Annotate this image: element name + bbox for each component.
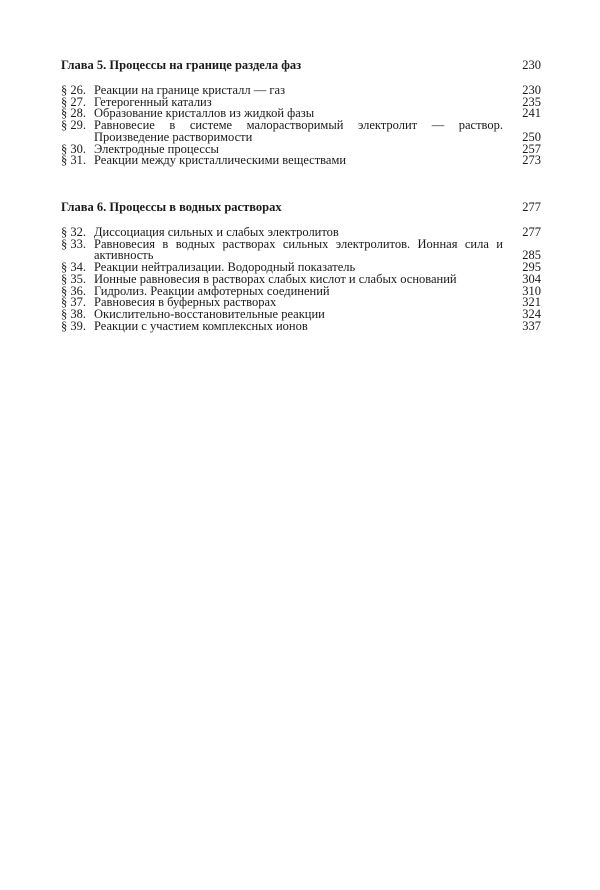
chapter-page-number: 277 xyxy=(522,200,541,214)
section-title: Гетерогенный катализ xyxy=(94,94,212,109)
section-title: Реакции на границе кристалл — газ xyxy=(94,83,286,97)
toc-entry xyxy=(61,120,541,143)
section-title: Реакции с участием комплексных ионов xyxy=(94,318,308,333)
section-number: § 37. xyxy=(61,295,86,310)
section-number: § 35. xyxy=(61,271,86,286)
section-title: Равновесия в водных растворах сильных электролитов. Ионная сила и активность xyxy=(94,236,503,263)
section-title: Равновесия в буферных растворах xyxy=(94,295,277,310)
section-page-number: 241 xyxy=(522,106,541,121)
section-number: § 32. xyxy=(61,225,86,239)
section-number: § 29. xyxy=(61,118,86,133)
chapter-page-number: 230 xyxy=(522,58,541,72)
chapter-title: Глава 5. Процессы на границе раздела фаз xyxy=(61,58,302,72)
section-page-number: 304 xyxy=(522,271,541,286)
section-number: § 26. xyxy=(61,83,86,97)
section-number: § 36. xyxy=(61,283,86,298)
section-title: Реакции между кристаллическими веществами xyxy=(94,153,347,168)
section-page-number: 324 xyxy=(522,306,541,321)
section-title: Образование кристаллов из жидкой фазы xyxy=(94,106,315,121)
section-number: § 27. xyxy=(61,94,86,109)
section-page-number: 235 xyxy=(522,94,541,109)
section-title: Гидролиз. Реакции амфотерных соединений xyxy=(94,283,330,298)
chapter-5-section-list xyxy=(61,85,541,167)
section-title: Диссоциация сильных и слабых электролитов xyxy=(94,225,339,239)
section-page-number: 285 xyxy=(522,248,541,263)
chapter-6-section-list xyxy=(61,227,541,332)
section-page-number: 295 xyxy=(522,260,541,275)
section-title: Ионные равновесия в растворах слабых кислот и слабых оснований xyxy=(94,271,457,286)
section-number: § 31. xyxy=(61,153,86,168)
section-page-number: 310 xyxy=(522,283,541,298)
section-page-number: 273 xyxy=(522,153,541,168)
section-number: § 33. xyxy=(61,236,86,251)
section-number: § 34. xyxy=(61,260,86,275)
section-number: § 39. xyxy=(61,318,86,333)
section-title: Электродные процессы xyxy=(94,141,219,156)
section-number: § 38. xyxy=(61,306,86,321)
chapter-title: Глава 6. Процессы в водных растворах xyxy=(61,200,282,214)
section-number: § 28. xyxy=(61,106,86,121)
section-page-number: 277 xyxy=(522,225,541,239)
section-title: Реакции нейтрализации. Водородный показатель xyxy=(94,260,356,275)
section-page-number: 250 xyxy=(522,129,541,144)
section-page-number: 257 xyxy=(522,141,541,156)
toc-entry xyxy=(61,236,541,263)
section-title: Равновесие в системе малорастворимый электролит — раствор. Произведение растворимости xyxy=(94,118,503,144)
section-page-number: 337 xyxy=(522,318,541,333)
section-number: § 30. xyxy=(61,141,86,156)
toc-entry xyxy=(61,155,541,167)
section-title: Окислительно-восстановительные реакции xyxy=(94,306,325,321)
section-page-number: 321 xyxy=(522,295,541,310)
toc-entry xyxy=(61,318,541,333)
section-page-number: 230 xyxy=(522,83,541,97)
